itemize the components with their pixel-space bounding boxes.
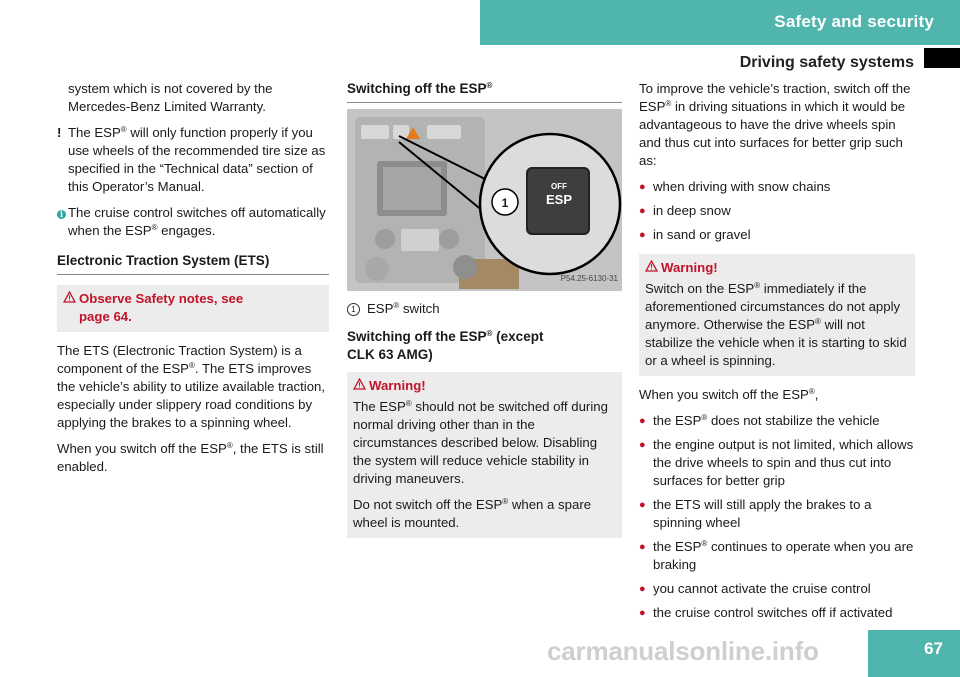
bullet-icon: ●	[639, 415, 646, 427]
observe-safety-box	[57, 285, 329, 332]
callout-circle: 1	[347, 303, 360, 316]
switch-off-effects-intro: When you switch off the ESP®,	[639, 387, 819, 402]
list-item: ● in sand or gravel	[639, 227, 751, 242]
bullet-icon: ●	[639, 607, 646, 619]
list-item: ● the engine output is not limited, which allows the drive wheels to spin and thus cut into surfaces for better grip	[639, 437, 914, 488]
figure-code: P54.25-6130-31	[560, 274, 618, 283]
ets-enabled-paragraph: When you switch off the ESP®, the ETS is still enabled.	[57, 441, 324, 474]
info-icon: i	[57, 210, 66, 219]
warning-box: Warning! The ESP® should not be switched off during normal driving other than in the circumstances described below. Disabling the system will reduce vehicle stability in driving maneuvers. Do not switch off the ESP® when a spare wheel is mounted.	[347, 372, 622, 538]
warning-text: Switch on the ESP® immediately if the aforementioned circumstances do not apply anymore. Otherwise the ESP® will not stabilize the vehicle when it is starting to skid or a wheel is spinning.	[645, 281, 907, 368]
warning-triangle-icon	[63, 290, 79, 308]
list-item: ● in deep snow	[639, 203, 731, 218]
bullet-icon: ●	[639, 541, 646, 553]
esp-dashboard-figure	[347, 109, 622, 291]
warning-triangle-icon	[645, 259, 661, 277]
ets-heading: Electronic Traction System (ETS)	[57, 252, 329, 275]
warning-text-1: The ESP® should not be switched off during normal driving other than in the circumstances described below. Disabling the system will reduce vehicle stability in driving maneuvers.	[353, 399, 608, 486]
bullet-icon: ●	[639, 205, 646, 217]
bullet-icon: ●	[639, 499, 646, 511]
warning-triangle-icon	[353, 377, 369, 395]
note-tire-size: ! The ESP® will only function properly if you use wheels of the recommended tire size as specified in the “Technical data” section of this Operator’s Manual.	[57, 125, 326, 194]
bullet-icon: ●	[639, 439, 646, 451]
bullet-icon: ●	[639, 229, 646, 241]
exclamation-icon: !	[57, 125, 62, 140]
subsection-title: Driving safety systems	[739, 54, 914, 71]
traction-paragraph: To improve the vehicle’s traction, switch off the ESP® in driving situations in which it would be advantageous to have the drive wheels spin and thus cut into surfaces for better grip such as:	[639, 81, 911, 168]
column-middle	[347, 80, 622, 548]
figure-caption: 1 ESP® switch	[347, 300, 622, 318]
column-right	[639, 80, 915, 628]
esp-off-button-label: OFF ESP	[545, 182, 572, 207]
warning-box: Warning! Switch on the ESP® immediately if the aforementioned circumstances do not apply anymore. Otherwise the ESP® will not stabilize the vehicle when it is starting to skid or a wheel is spinning.	[639, 254, 915, 376]
callout-number: 1	[501, 196, 509, 210]
section-title: Safety and security	[774, 12, 934, 31]
page-number-tab	[868, 630, 960, 677]
warning-text-2: Do not switch off the ESP® when a spare wheel is mounted.	[353, 497, 592, 530]
observe-safety-link[interactable]: Observe Safety notes, see page 64.	[79, 291, 244, 324]
page-number: 67	[924, 639, 943, 658]
info-cruise-control: i The cruise control switches off automatically when the ESP® engages.	[57, 204, 329, 240]
list-item: ● you cannot activate the cruise control	[639, 581, 871, 596]
column-left	[57, 80, 329, 484]
list-item: ● when driving with snow chains	[639, 179, 831, 194]
bullet-icon: ●	[639, 583, 646, 595]
switching-off-subheading: Switching off the ESP® (except CLK 63 AMG)	[347, 329, 544, 362]
list-item: ● the ESP® continues to operate when you are braking	[639, 539, 914, 572]
switching-off-heading: Switching off the ESP®	[347, 80, 622, 103]
ets-paragraph: The ETS (Electronic Traction System) is a component of the ESP®. The ETS improves the vehicle’s ability to utilize available traction, especially under slippery road conditions by applying the brakes to a spinning wheel.	[57, 343, 326, 430]
header-marker	[924, 48, 960, 68]
list-item: ● the cruise control switches off if activated	[639, 605, 893, 620]
intro-text: system which is not covered by the Mercedes-Benz Limited Warranty.	[68, 81, 273, 114]
bullet-icon: ●	[639, 181, 646, 193]
watermark: carmanualsonline.info	[547, 636, 819, 666]
list-item: ● the ETS will still apply the brakes to a spinning wheel	[639, 497, 872, 530]
list-item: ● the ESP® does not stabilize the vehicle	[639, 413, 880, 428]
